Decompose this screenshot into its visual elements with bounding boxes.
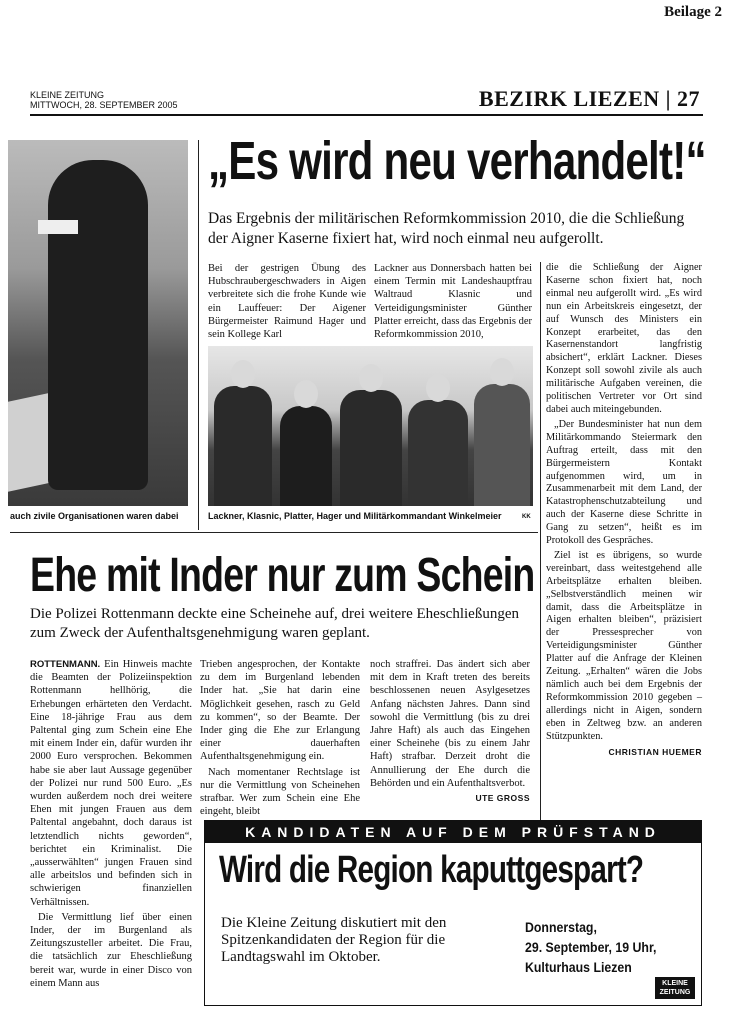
photo-person: [474, 384, 530, 506]
column-divider: [198, 140, 199, 530]
photo-figure: [48, 160, 148, 490]
story2-col1: [30, 658, 192, 992]
column-divider: [540, 262, 541, 822]
story1-col3: [546, 262, 702, 758]
photo-person: [408, 400, 468, 506]
story1-col1-text: Bei der gestrigen Übung des Hubschraubergeschwaders in Aigen verbreitete sich die frohe Kunde wie ein Lauffeuer: Der Aigener Bürgermeister Raimund Hager und sein Kollege Karl: [208, 263, 366, 341]
story2-col2-p1: Trieben angesprochen, der Kontakte zu dem im Burgenland lebenden Inder hat. „Sie hat darin eine Möglichkeit gesehen, rasch zu Geld zu kommen“, so der Beamte. Der Inder ging die Ehe zur Erlangung einer dauerhaften Aufenthaltsgenehmigung ein.: [200, 659, 360, 763]
photo-left-caption: auch zivile Organisationen waren dabei: [10, 511, 179, 521]
section-rule: [10, 532, 538, 533]
story2-col2-p2: Nach momentaner Rechtslage ist nur die Vermittlung von Scheinehen strafbar. Wer zum Schein eine Ehe eingeht, bleibt: [200, 766, 360, 818]
photo-head: [294, 380, 318, 408]
story2-col3-text: noch straffrei. Das ändert sich aber mit dem in Kraft treten des bereits beschlossenen neuen Asylgesetzes Anfang nächsten Jahres. Dann sind sowohl die Vermittlung (bis zu drei Jahre Haft) als auch das Eingehen einer Scheinehe (bis zu einem Jahr Haft) strafbar. Derzeit droht die Annullierung der Ehe durch die Behörden und ein Aufenthaltsverbot.: [370, 659, 530, 789]
header-rule: [30, 114, 703, 116]
issue-date: MITTWOCH, 28. SEPTEMBER 2005: [30, 100, 178, 110]
story1-author: CHRISTIAN HUEMER: [608, 746, 702, 757]
photo-group: [208, 346, 533, 506]
photo-head: [231, 360, 255, 388]
kleine-zeitung-logo: [655, 977, 695, 999]
photo-head: [426, 374, 450, 402]
logo-line-1: KLEINE: [662, 980, 688, 987]
event-box: [204, 820, 702, 1006]
story1-col2: [374, 262, 532, 343]
photo-head: [490, 358, 514, 386]
story2-col1-p2: Die Vermittlung lief über einen Inder, der im Burgenland als Zeitungszusteller arbeitet. Die Frau, die tatsächlich zur Eheschließung bereit war, wurde in einer Disco von einem Mann aus: [30, 911, 192, 989]
newspaper-name: KLEINE ZEITUNG: [30, 90, 105, 100]
story1-col1: [208, 262, 366, 343]
story2-col2: [200, 658, 360, 820]
logo-line-2: ZEITUNG: [659, 989, 691, 996]
story2-lead: Die Polizei Rottenmann deckte eine Scheinehe auf, drei weitere Eheschließungen zum Zweck der Aufenthaltsgenehmigung waren geplant.: [30, 606, 519, 641]
story1-col3-p3: Ziel ist es übrigens, so wurde vereinbart, dass weitestgehend alle Arbeitsplätze erhalten bleiben. „Selbstverständlich meinen wir damit, dass die Arbeitsplätze in Aigen erhalten bleiben“, präzisiert der Pressesprecher von Verteidigungsminister Günther Platter auf die Anfrage der Kleinen Zeitung. „Erhalten“ wären die Jobs nämlich auch bei dem Ergebnis der Reformkommission 2010 gegeben – allerdings nicht in Aigen, sondern eben in Zeltweg bzw. an anderen Stützpunkten.: [546, 549, 702, 742]
story2-dateline: ROTTENMANN.: [30, 659, 101, 670]
photo-soldier: [8, 140, 188, 506]
story1-col2-text: Lackner aus Donnersbach hatten bei einem Termin mit Landeshauptfrau Waltraud Klasnic und Verteidigungsminister Günther Platter erreicht, dass das Ergebnis der Reformkommission 2010,: [374, 263, 532, 341]
story2-headline: Ehe mit Inder nur zum Schein: [30, 549, 535, 602]
story1-col3-p1: die die Schließung der Aigner Kaserne schon fixiert hat, noch einmal neu aufgerollt wird. „Es wird nun ein Arbeitskreis eingesetzt, der auf Wunsch des Ministers ein Konzept erarbeitet, das den Kasernenstandort langfristig absichert“, erklärt Lackner. Dieses Konzept soll sowohl zivile als auch militärische Aufgaben vereinen, die politischen Vertreter vor Ort sind dabei auch miteingebunden.: [546, 262, 702, 415]
event-box-title: Wird die Region kaputtgespart?: [219, 849, 644, 891]
story1-col3-p2: „Der Bundesminister hat nun dem Militärkommando Steiermark den Auftrag erteilt, dass mit den Bürgermeistern Kontakt aufgenommen wird, um in Zusammenarbeit mit dem Land, der Katastrophenschutzabteilung und auch der Kaserne diese Schritte in Gang zu setzen“, heißt es im Protokoll des Gespräches.: [546, 418, 702, 547]
story1-headline: „Es wird neu verhandelt!“: [208, 131, 706, 191]
story2-col3: [370, 658, 530, 805]
photo-credit: KK: [522, 514, 531, 520]
story2-col1-p1: [30, 658, 192, 909]
story2-col1-p1-text: Ein Hinweis machte die Beamten der Polizeiinspektion Rottenmann hellhörig, die Erhebungen erhärteten den Verdacht. Eine 18-jährige Frau aus dem Paltental ging zum Schein eine Ehe mit einem Inder ein, dafür wurden ihr 2000 Euro versprochen. Bekommen habe sie aber laut Aussage gegenüber der Polizei nur rund 500 Euro. „Es wurden außerdem noch drei weitere Ehen mit jungen Frauen aus dem Paltental angebahnt, doch daraus ist letztendlich nichts geworden“, berichtet ein Kriminalist. Die „ausserwählten“ jungen Frauen sind alle arbeitslos und befinden sich in schwierigen finanziellen Verhältnissen.: [30, 659, 192, 908]
event-box-text: Die Kleine Zeitung diskutiert mit den Spitzenkandidaten der Region für die Landtagswahl im Oktober.: [221, 915, 447, 965]
event-box-bar: KANDIDATEN AUF DEM PRÜFSTAND: [205, 821, 701, 843]
photo-person: [214, 386, 272, 506]
photo-head: [359, 364, 383, 392]
supplement-label: Beilage 2: [664, 4, 722, 20]
section-title: BEZIRK LIEZEN | 27: [478, 86, 700, 111]
masthead: [30, 90, 178, 110]
photo-person: [340, 390, 402, 506]
photo-group-caption: Lackner, Klasnic, Platter, Hager und Militärkommandant Winkelmeier: [208, 511, 502, 521]
event-day: Donnerstag,: [525, 919, 597, 935]
photo-person: [280, 406, 332, 506]
story2-author: UTE GROSS: [475, 793, 530, 804]
story1-lead: Das Ergebnis der militärischen Reformkommission 2010, die die Schließung der Aigner Kaserne fixiert hat, wird noch einmal neu aufgerollt.: [208, 210, 685, 247]
photo-armband: [38, 220, 78, 234]
event-box-date: [525, 917, 675, 977]
event-venue: Kulturhaus Liezen: [525, 959, 632, 975]
event-datetime: 29. September, 19 Uhr,: [525, 939, 657, 955]
